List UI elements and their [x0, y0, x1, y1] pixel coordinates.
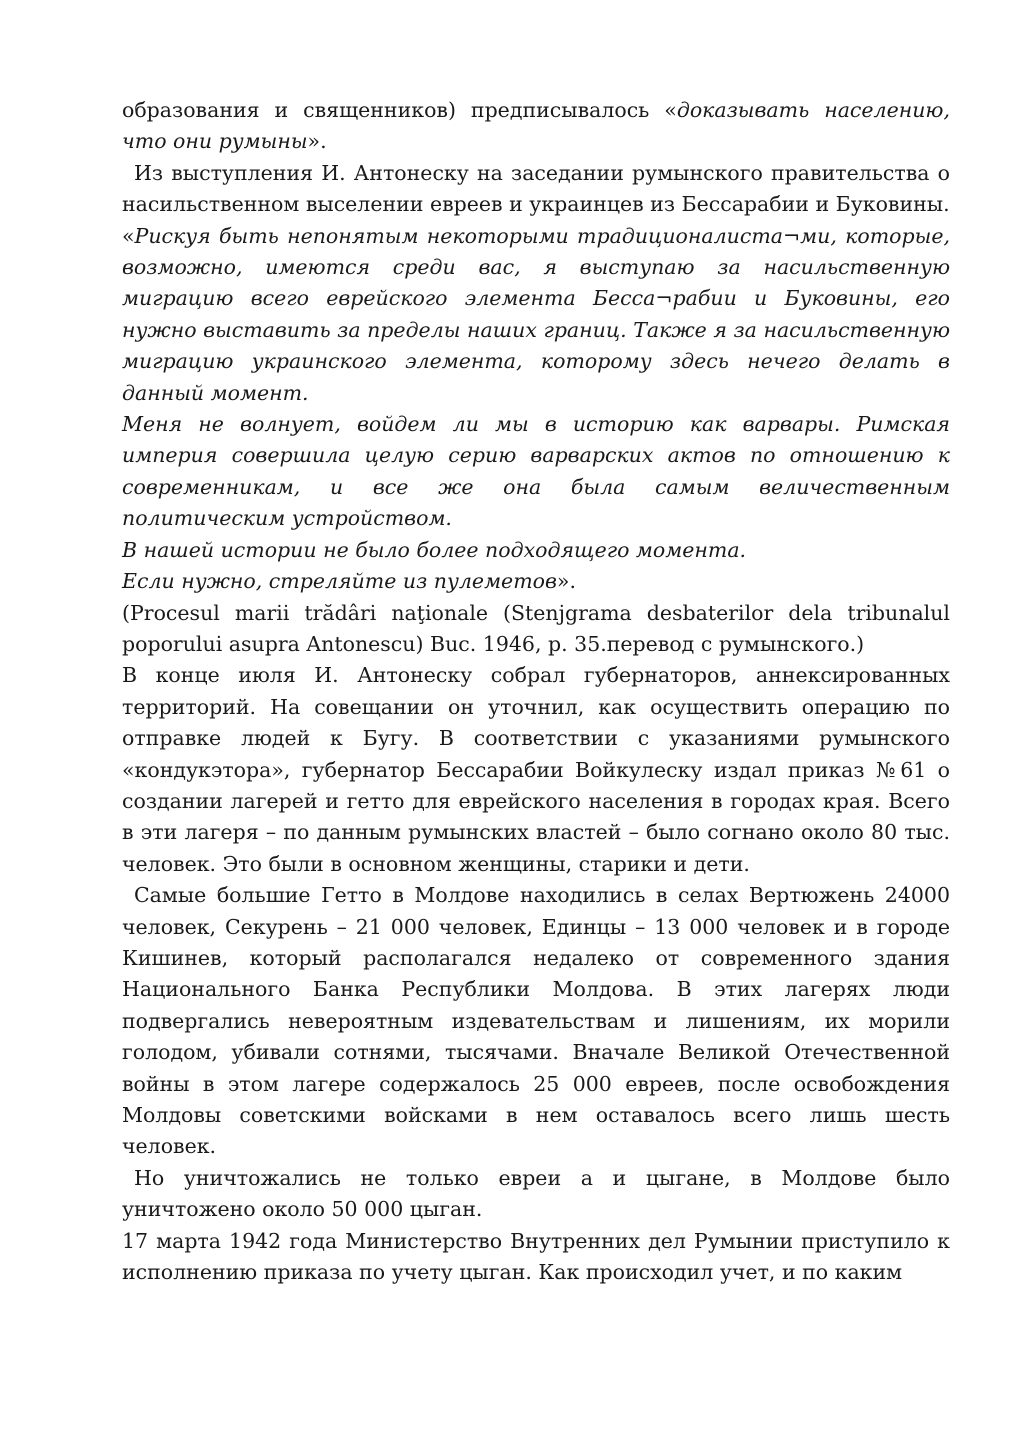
italic-quote: Рискуя быть непонятым некоторыми традиционалиста¬ми, которые, возможно, имеются среди вас, я выступаю за насильственную миграцию всего еврейского элемента Бесса¬рабии и Буковины, его нужно выставить за пределы наших границ. Также я за насильственную миграцию украинского элемента, которому здесь нечего делать в данный момент.	[122, 223, 950, 405]
paragraph-quote-moment	[122, 535, 950, 566]
paragraph-gypsy-census: 17 марта 1942 года Министерство Внутренних дел Румынии приступило к исполнению приказа по учету цыган. Как происходил учет, и по каким	[122, 1228, 950, 1285]
paragraph-quote-migration	[122, 221, 950, 409]
paragraph-gypsies-destroyed: Но уничтожались не только евреи а и цыгане, в Молдове было уничтожено около 50 000 цыган.	[122, 1165, 950, 1222]
paragraph-ghettos-moldova: Самые большие Гетто в Молдове находились в селах Вертюжень 24000 человек, Секурень – 21 000 человек, Единцы – 13 000 человек и в городе Кишинев, который располагался недалеко от современного здания Национального Банка Республики Молдова. В этих лагерях люди подвергались невероятным издевательствам и лишениям, их морили голодом, убивали сотнями, тысячами. Вначале Великой Отечественной войны в этом лагере содержалось 25 000 евреев, после освобождения Молдовы советскими войсками в нем оставалось всего лишь шесть человек.	[122, 883, 950, 1159]
italic-quote: Если нужно, стреляйте из пулеметов	[122, 569, 557, 594]
italic-quote: В нашей истории не было более подходящего момента.	[122, 537, 747, 562]
paragraph-governors-meeting: В конце июля И. Антонеску собрал губернаторов, аннексированных территорий. На совещании он уточнил, как осуществить операцию по отправке людей к Бугу. В соответствии с указаниями румынского «кондукэтора», губернатор Бессарабии Войкулеску издал приказ №61 о создании лагерей и гетто для еврейского населения в городах края. Всего в эти лагеря – по данным румынских властей – было согнано около 80 тыс. человек. Это были в основном женщины, старики и дети.	[122, 663, 950, 876]
paragraph-antonescu-speech-intro: Из выступления И. Антонеску на заседании румынского правительства о насильственном выселении евреев и украинцев из Бессарабии и Буковины.	[122, 160, 950, 217]
document-page	[122, 95, 950, 1288]
quote-open-mark: «	[122, 223, 135, 248]
paragraph-education-clergy	[122, 95, 950, 158]
paragraph-quote-machine-guns	[122, 566, 950, 597]
paragraph-source-citation: (Procesul marii trădâri naţionale (Stenjgrama desbaterilor dela tribunalul poporului asupra Antonescu) Buc. 1946, p. 35.перевод с румынского.)	[122, 600, 950, 656]
text-run: ».	[307, 129, 327, 154]
italic-quote: Меня не волнует, войдем ли мы в историю как варвары. Римская империя совершила целую серию варварских актов по отношению к современникам, и все же она была самым величественным политическим устройством.	[122, 412, 950, 531]
paragraph-quote-barbarians	[122, 409, 950, 535]
italic-quote: доказывать населению, что они румыны	[122, 98, 950, 154]
quote-close-mark: ».	[556, 569, 576, 594]
text-run: образования и священников) предписывалось «	[122, 98, 677, 122]
